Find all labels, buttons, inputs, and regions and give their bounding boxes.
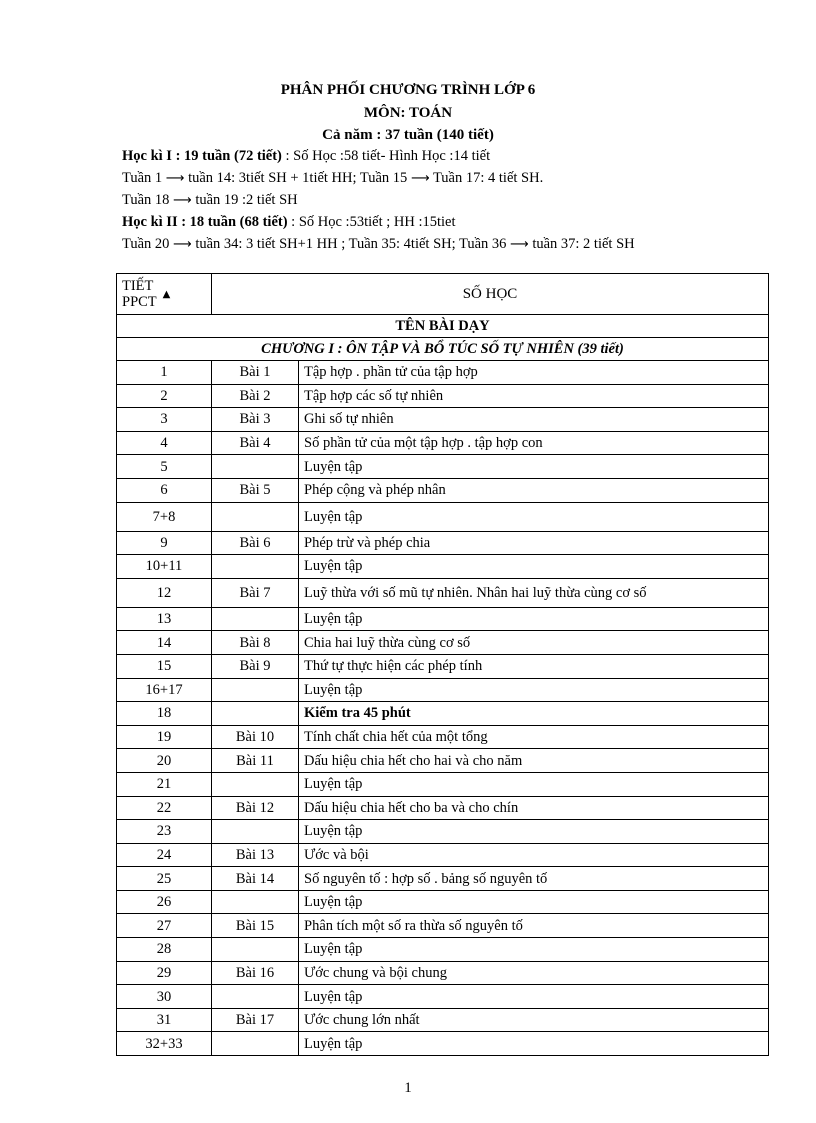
week-line-3 [122, 236, 635, 253]
week-line-2-b: tuần 19 :2 tiết SH [195, 192, 298, 208]
tiet-cell: 18 [117, 702, 212, 726]
arrow-icon: ⟶ [510, 237, 529, 252]
week-line-2-a: Tuần 18 [122, 192, 174, 208]
tiet-cell: 19 [117, 725, 212, 749]
tiet-cell: 4 [117, 431, 212, 455]
bai-cell [212, 555, 299, 579]
page-number: 1 [404, 1080, 412, 1096]
bai-cell: Bài 17 [212, 1008, 299, 1032]
lesson-name-cell: Luyện tập [299, 985, 769, 1009]
bai-cell: Bài 7 [212, 578, 299, 607]
tiet-cell: 12 [117, 578, 212, 607]
lesson-name-cell: Phép cộng và phép nhân [299, 478, 769, 502]
lesson-name-cell: Luyện tập [299, 607, 769, 631]
lesson-name-cell: Ghi số tự nhiên [299, 408, 769, 432]
week-line-1 [122, 170, 543, 187]
table-row [117, 431, 769, 455]
tiet-cell: 15 [117, 654, 212, 678]
bai-cell [212, 455, 299, 479]
tiet-cell: 29 [117, 961, 212, 985]
bai-cell: Bài 15 [212, 914, 299, 938]
lesson-name-cell: Ước và bội [299, 843, 769, 867]
table-row [117, 820, 769, 844]
tiet-ppct-header[interactable] [117, 274, 212, 315]
table-row [117, 749, 769, 773]
lesson-name-cell: Dấu hiệu chia hết cho ba và cho chín [299, 796, 769, 820]
table-row [117, 478, 769, 502]
subject-header: SỐ HỌC [212, 274, 769, 315]
table-row [117, 361, 769, 385]
bai-cell: Bài 4 [212, 431, 299, 455]
bai-cell: Bài 3 [212, 408, 299, 432]
bai-cell: Bài 14 [212, 867, 299, 891]
lesson-name-cell: Luỹ thừa với số mũ tự nhiên. Nhân hai luỹ thừa cùng cơ số [299, 578, 769, 607]
bai-cell: Bài 12 [212, 796, 299, 820]
tiet-cell: 2 [117, 384, 212, 408]
tiet-cell: 13 [117, 607, 212, 631]
bai-cell [212, 772, 299, 796]
table-row [117, 702, 769, 726]
document-title: PHÂN PHỐI CHƯƠNG TRÌNH LỚP 6 [280, 82, 536, 98]
week-line-1-c: Tuần 17: 4 tiết SH. [432, 170, 544, 186]
arrow-icon: ⟶ [173, 193, 192, 208]
table-row [117, 725, 769, 749]
table-row [117, 796, 769, 820]
tiet-cell: 26 [117, 890, 212, 914]
table-row [117, 678, 769, 702]
bai-cell: Bài 9 [212, 654, 299, 678]
table-header-row [117, 274, 769, 315]
tiet-cell: 27 [117, 914, 212, 938]
tiet-cell: 5 [117, 455, 212, 479]
week-line-1-b: tuần 14: 3tiết SH + 1tiết HH; Tuần 15 [188, 170, 411, 186]
tiet-cell: 14 [117, 631, 212, 655]
table-row [117, 607, 769, 631]
tiet-cell: 16+17 [117, 678, 212, 702]
table-row [117, 1032, 769, 1056]
bai-cell: Bài 11 [212, 749, 299, 773]
table-row [117, 890, 769, 914]
lesson-name-cell: Ước chung lớn nhất [299, 1008, 769, 1032]
bai-cell: Bài 1 [212, 361, 299, 385]
bai-cell [212, 1032, 299, 1056]
tiet-cell: 9 [117, 531, 212, 555]
lesson-name-cell: Phép trừ và phép chia [299, 531, 769, 555]
tiet-cell: 23 [117, 820, 212, 844]
lesson-name-cell: Luyện tập [299, 890, 769, 914]
tiet-cell: 7+8 [117, 502, 212, 531]
bai-cell [212, 502, 299, 531]
lesson-name-cell: Luyện tập [299, 938, 769, 962]
tiet-cell: 3 [117, 408, 212, 432]
ten-bai-day-header: TÊN BÀI DẠY [117, 315, 769, 338]
lesson-name-cell: Luyện tập [299, 820, 769, 844]
table-row [117, 455, 769, 479]
table-row [117, 843, 769, 867]
table-row [117, 555, 769, 579]
week-line-3-c: tuần 37: 2 tiết SH [532, 236, 635, 252]
semester-2-line [122, 214, 456, 231]
bai-cell [212, 702, 299, 726]
tiet-cell: 25 [117, 867, 212, 891]
table-row [117, 654, 769, 678]
sort-up-icon[interactable]: ▲ [162, 289, 171, 301]
arrow-icon: ⟶ [173, 237, 192, 252]
table-row [117, 408, 769, 432]
bai-cell [212, 890, 299, 914]
week-line-3-a: Tuần 20 [122, 236, 170, 252]
week-line-3-b: tuần 34: 3 tiết SH+1 HH ; Tuần 35: 4tiết SH; Tuần 36 [195, 236, 507, 252]
table-row [117, 914, 769, 938]
tiet-header-label: TIẾT PPCT [122, 278, 157, 310]
table-row [117, 578, 769, 607]
lesson-name-cell: Tập hợp các số tự nhiên [299, 384, 769, 408]
lesson-name-cell: Thứ tự thực hiện các phép tính [299, 654, 769, 678]
lesson-name-cell: Luyện tập [299, 772, 769, 796]
table-row [117, 631, 769, 655]
week-line-2 [122, 192, 298, 209]
bai-cell: Bài 6 [212, 531, 299, 555]
semester-1-line [122, 148, 490, 165]
tiet-cell: 21 [117, 772, 212, 796]
lesson-name-cell: Phân tích một số ra thừa số nguyên tố [299, 914, 769, 938]
lesson-name-cell: Chia hai luỹ thừa cùng cơ số [299, 631, 769, 655]
arrow-icon: ⟶ [410, 171, 430, 186]
lesson-name-cell: Số nguyên tố : hợp số . bảng số nguyên tố [299, 867, 769, 891]
ten-bai-day-row [117, 315, 769, 338]
lesson-name-cell: Luyện tập [299, 555, 769, 579]
tiet-cell: 32+33 [117, 1032, 212, 1056]
bai-cell: Bài 5 [212, 478, 299, 502]
table-row [117, 961, 769, 985]
table-row [117, 502, 769, 531]
bai-cell [212, 820, 299, 844]
tiet-cell: 24 [117, 843, 212, 867]
table-row [117, 985, 769, 1009]
subject-title: MÔN: TOÁN [363, 105, 453, 121]
bai-cell: Bài 16 [212, 961, 299, 985]
arrow-icon: ⟶ [165, 171, 185, 186]
bai-cell: Bài 8 [212, 631, 299, 655]
tiet-cell: 31 [117, 1008, 212, 1032]
lesson-plan-table [116, 273, 769, 1056]
bai-cell [212, 607, 299, 631]
lesson-name-cell: Kiểm tra 45 phút [299, 702, 769, 726]
semester-1-detail: : Số Học :58 tiết- Hình Học :14 tiết [281, 148, 491, 164]
tiet-cell: 6 [117, 478, 212, 502]
table-row [117, 384, 769, 408]
bai-cell [212, 678, 299, 702]
semester-1-label: Học kì I : 19 tuần (72 tiết) [122, 148, 282, 164]
bai-cell [212, 985, 299, 1009]
lesson-name-cell: Dấu hiệu chia hết cho hai và cho năm [299, 749, 769, 773]
tiet-cell: 1 [117, 361, 212, 385]
bai-cell: Bài 10 [212, 725, 299, 749]
lesson-name-cell: Tính chất chia hết của một tổng [299, 725, 769, 749]
chapter-title: CHƯƠNG I : ÔN TẬP VÀ BỔ TÚC SỐ TỰ NHIÊN (39 tiết) [117, 338, 769, 361]
chapter-row [117, 338, 769, 361]
lesson-name-cell: Luyện tập [299, 1032, 769, 1056]
week-line-1-a: Tuần 1 [122, 170, 163, 186]
semester-2-label: Học kì II : 18 tuần (68 tiết) [122, 214, 288, 230]
semester-2-detail: : Số Học :53tiết ; HH :15tiet [287, 214, 456, 230]
lesson-name-cell: Ước chung và bội chung [299, 961, 769, 985]
lesson-name-cell: Luyện tập [299, 455, 769, 479]
year-summary: Cả năm : 37 tuần (140 tiết) [322, 127, 494, 143]
table-row [117, 772, 769, 796]
lesson-name-cell: Luyện tập [299, 502, 769, 531]
tiet-cell: 20 [117, 749, 212, 773]
tiet-cell: 28 [117, 938, 212, 962]
tiet-cell: 10+11 [117, 555, 212, 579]
bai-cell: Bài 2 [212, 384, 299, 408]
bai-cell: Bài 13 [212, 843, 299, 867]
bai-cell [212, 938, 299, 962]
table-row [117, 531, 769, 555]
lesson-name-cell: Số phần tử của một tập hợp . tập hợp con [299, 431, 769, 455]
tiet-cell: 30 [117, 985, 212, 1009]
lesson-name-cell: Luyện tập [299, 678, 769, 702]
lesson-name-cell: Tập hợp . phần tử của tập hợp [299, 361, 769, 385]
table-row [117, 1008, 769, 1032]
table-row [117, 938, 769, 962]
tiet-cell: 22 [117, 796, 212, 820]
table-row [117, 867, 769, 891]
